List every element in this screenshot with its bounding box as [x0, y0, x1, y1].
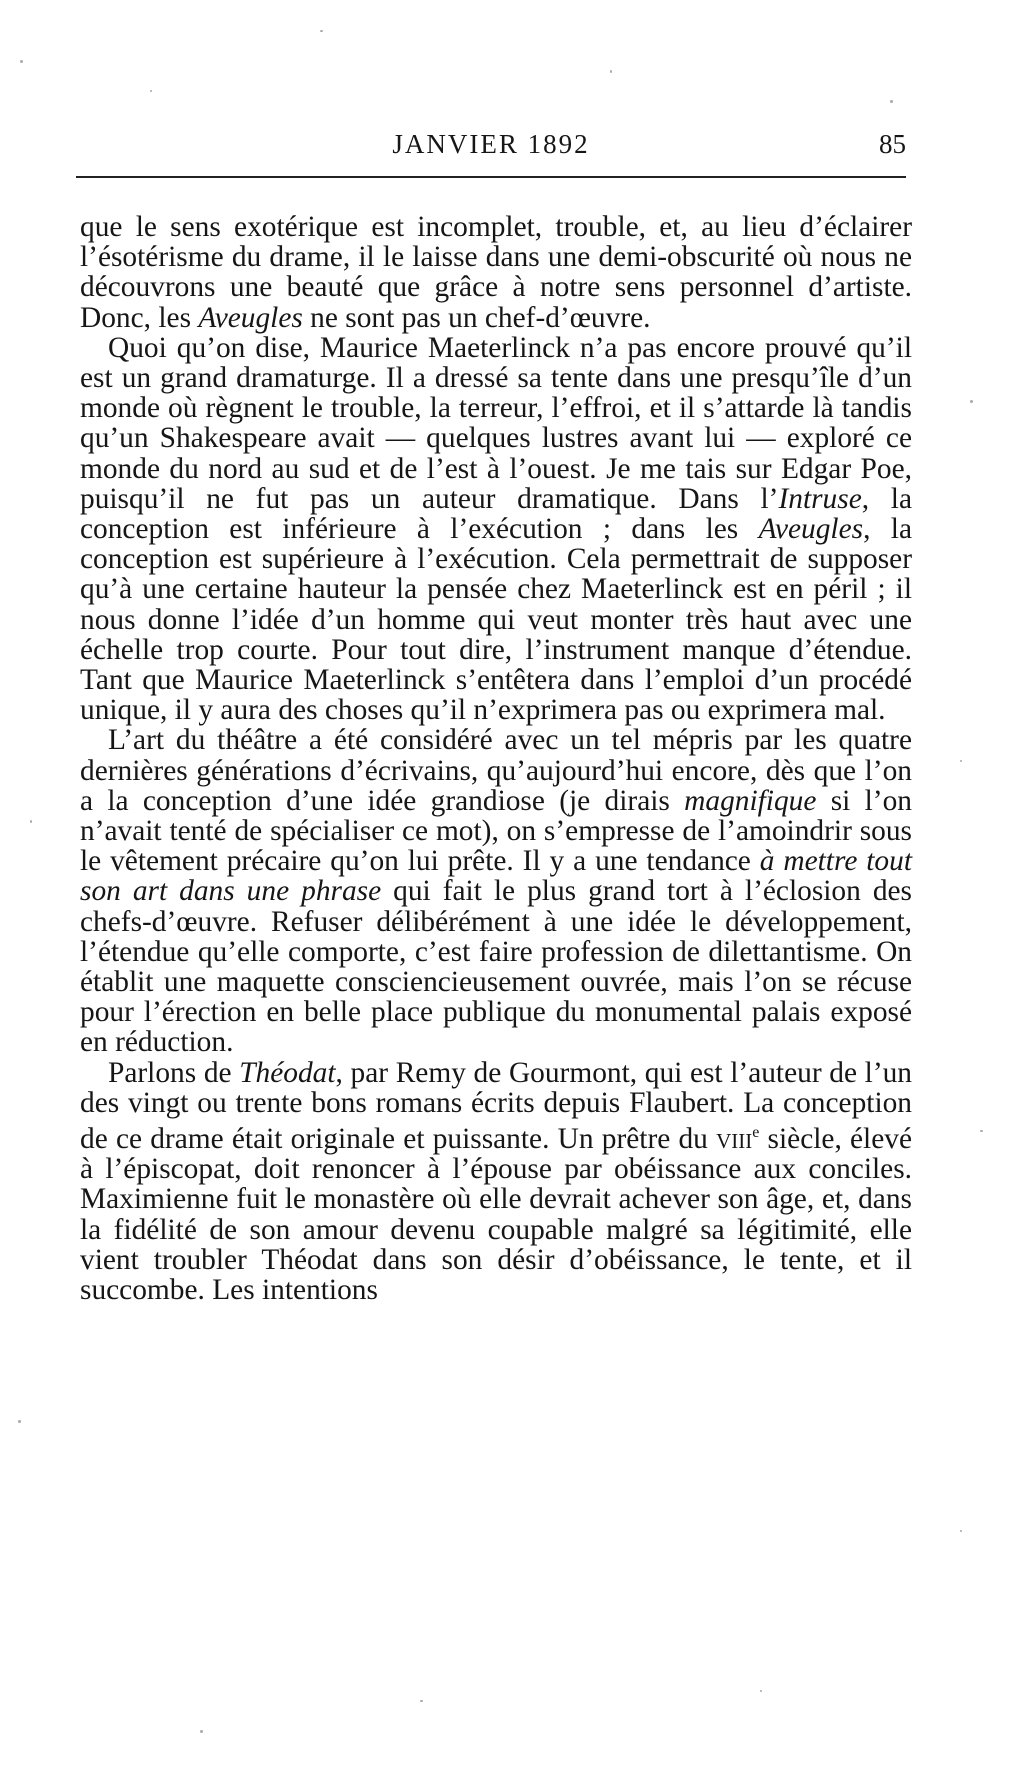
italic-title: Aveugles	[758, 513, 864, 546]
paragraph-4	[80, 1058, 912, 1305]
print-speck	[200, 1730, 203, 1733]
text-run: , par Remy de Gourmont, qui est l’auteur de l’un des vingt ou trente bons romans écrits depuis Flaubert. La conception de ce drame était originale et puissante. Un prêtre du	[80, 1056, 912, 1155]
text-run: Quoi qu’on dise, Maurice Maeterlinck n’a pas encore prouvé qu’il est un grand dramaturge. Il a dressé sa tente dans une presqu’île d’un monde où règnent le trouble, la terreur, l’effroi, et il s’attarde là tandis qu’un Shakespeare avait — quelques lustres avant lui — exploré ce monde du nord au sud et de l’est à l’ouest. Je me tais sur Edgar Poe, puisqu’il ne fut pas un auteur dramatique. Dans l’	[80, 331, 912, 515]
header-rule	[76, 176, 906, 178]
text-run: Parlons de	[108, 1056, 240, 1089]
running-title: JANVIER 1892	[392, 129, 590, 159]
italic-title: Aveugles	[198, 301, 303, 334]
text-run: qui fait le plus grand tort à l’éclosion des chefs-d’œuvre. Refuser délibérément à une idée le développement, l’étendue qu’elle comporte, c’est faire profession de dilettantisme. On établit une maquette consciencieusement ouvrée, mais l’on se récuse pour l’érection en belle place publique du monumental palais exposé en réduction.	[80, 875, 912, 1059]
print-speck	[30, 820, 32, 823]
century-superscript: e	[752, 1124, 760, 1142]
text-run: siècle, élevé à l’épiscopat, doit renoncer à l’épouse par obéissance aux conciles. Maximienne fuit le monastère où elle devrait achever son âge, et, dans la fidélité de son amour devenu coupable malgré sa légitimité, elle vient troubler Théodat dans son désir d’obéissance, le tente, et il succombe. Les intentions	[80, 1122, 912, 1306]
italic-title: Théodat	[239, 1056, 336, 1089]
print-speck	[960, 1530, 962, 1532]
text-run: L’art du théâtre a été considéré avec un tel mépris par les quatre dernières générations d’écrivains, qu’aujourd’hui encore, dès que l’on a la conception d’une idée grandiose (je dirais	[80, 724, 912, 817]
century-numeral: viii	[716, 1122, 753, 1155]
page-number: 85	[879, 129, 906, 159]
text-run: ne sont pas un chef-d’œuvre.	[302, 301, 651, 334]
text-run: , la conception est inférieure à l’exécution ; dans les	[80, 482, 912, 546]
print-speck	[980, 1130, 983, 1132]
print-speck	[18, 1420, 21, 1423]
paragraph-2	[80, 333, 912, 726]
paragraph-3	[80, 725, 912, 1057]
print-speck	[20, 60, 23, 63]
print-speck	[610, 70, 612, 73]
print-speck	[760, 1690, 762, 1692]
print-speck	[150, 90, 152, 92]
print-speck	[970, 400, 973, 403]
text-run: si l’on n’avait tenté de spécialiser ce mot), on s’empresse de l’amoindrir sous le vêtement précaire qu’on lui prête. Il y a une tendance	[80, 784, 912, 878]
body-text	[80, 212, 912, 1305]
text-run: que le sens exotérique est incomplet, trouble, et, au lieu d’éclairer l’ésotérisme du drame, il le laisse dans une demi-obscurité où nous ne découvrons une beauté que grâce à notre sens personnel d’artiste. Donc, les	[80, 211, 912, 334]
print-speck	[420, 1700, 423, 1702]
text-run: , la conception est supérieure à l’exécution. Cela permettrait de supposer qu’à une certaine hauteur la pensée chez Maeterlinck est en péril ; il nous donne l’idée d’un homme qui veut monter très haut avec une échelle trop courte. Pour tout dire, l’instrument manque d’étendue. Tant que Maurice Maeterlinck s’entêtera dans l’emploi d’un procédé unique, il y aura des choses qu’il n’exprimera pas ou exprimera mal.	[80, 513, 912, 727]
print-speck	[960, 760, 962, 762]
italic-word: magnifique	[684, 784, 817, 817]
print-speck	[890, 100, 893, 103]
paragraph-1	[80, 212, 912, 333]
italic-title: Intruse	[778, 482, 862, 515]
running-head	[76, 124, 906, 164]
italic-phrase: à mettre tout son art dans une phrase	[80, 845, 912, 908]
print-speck	[320, 30, 323, 32]
